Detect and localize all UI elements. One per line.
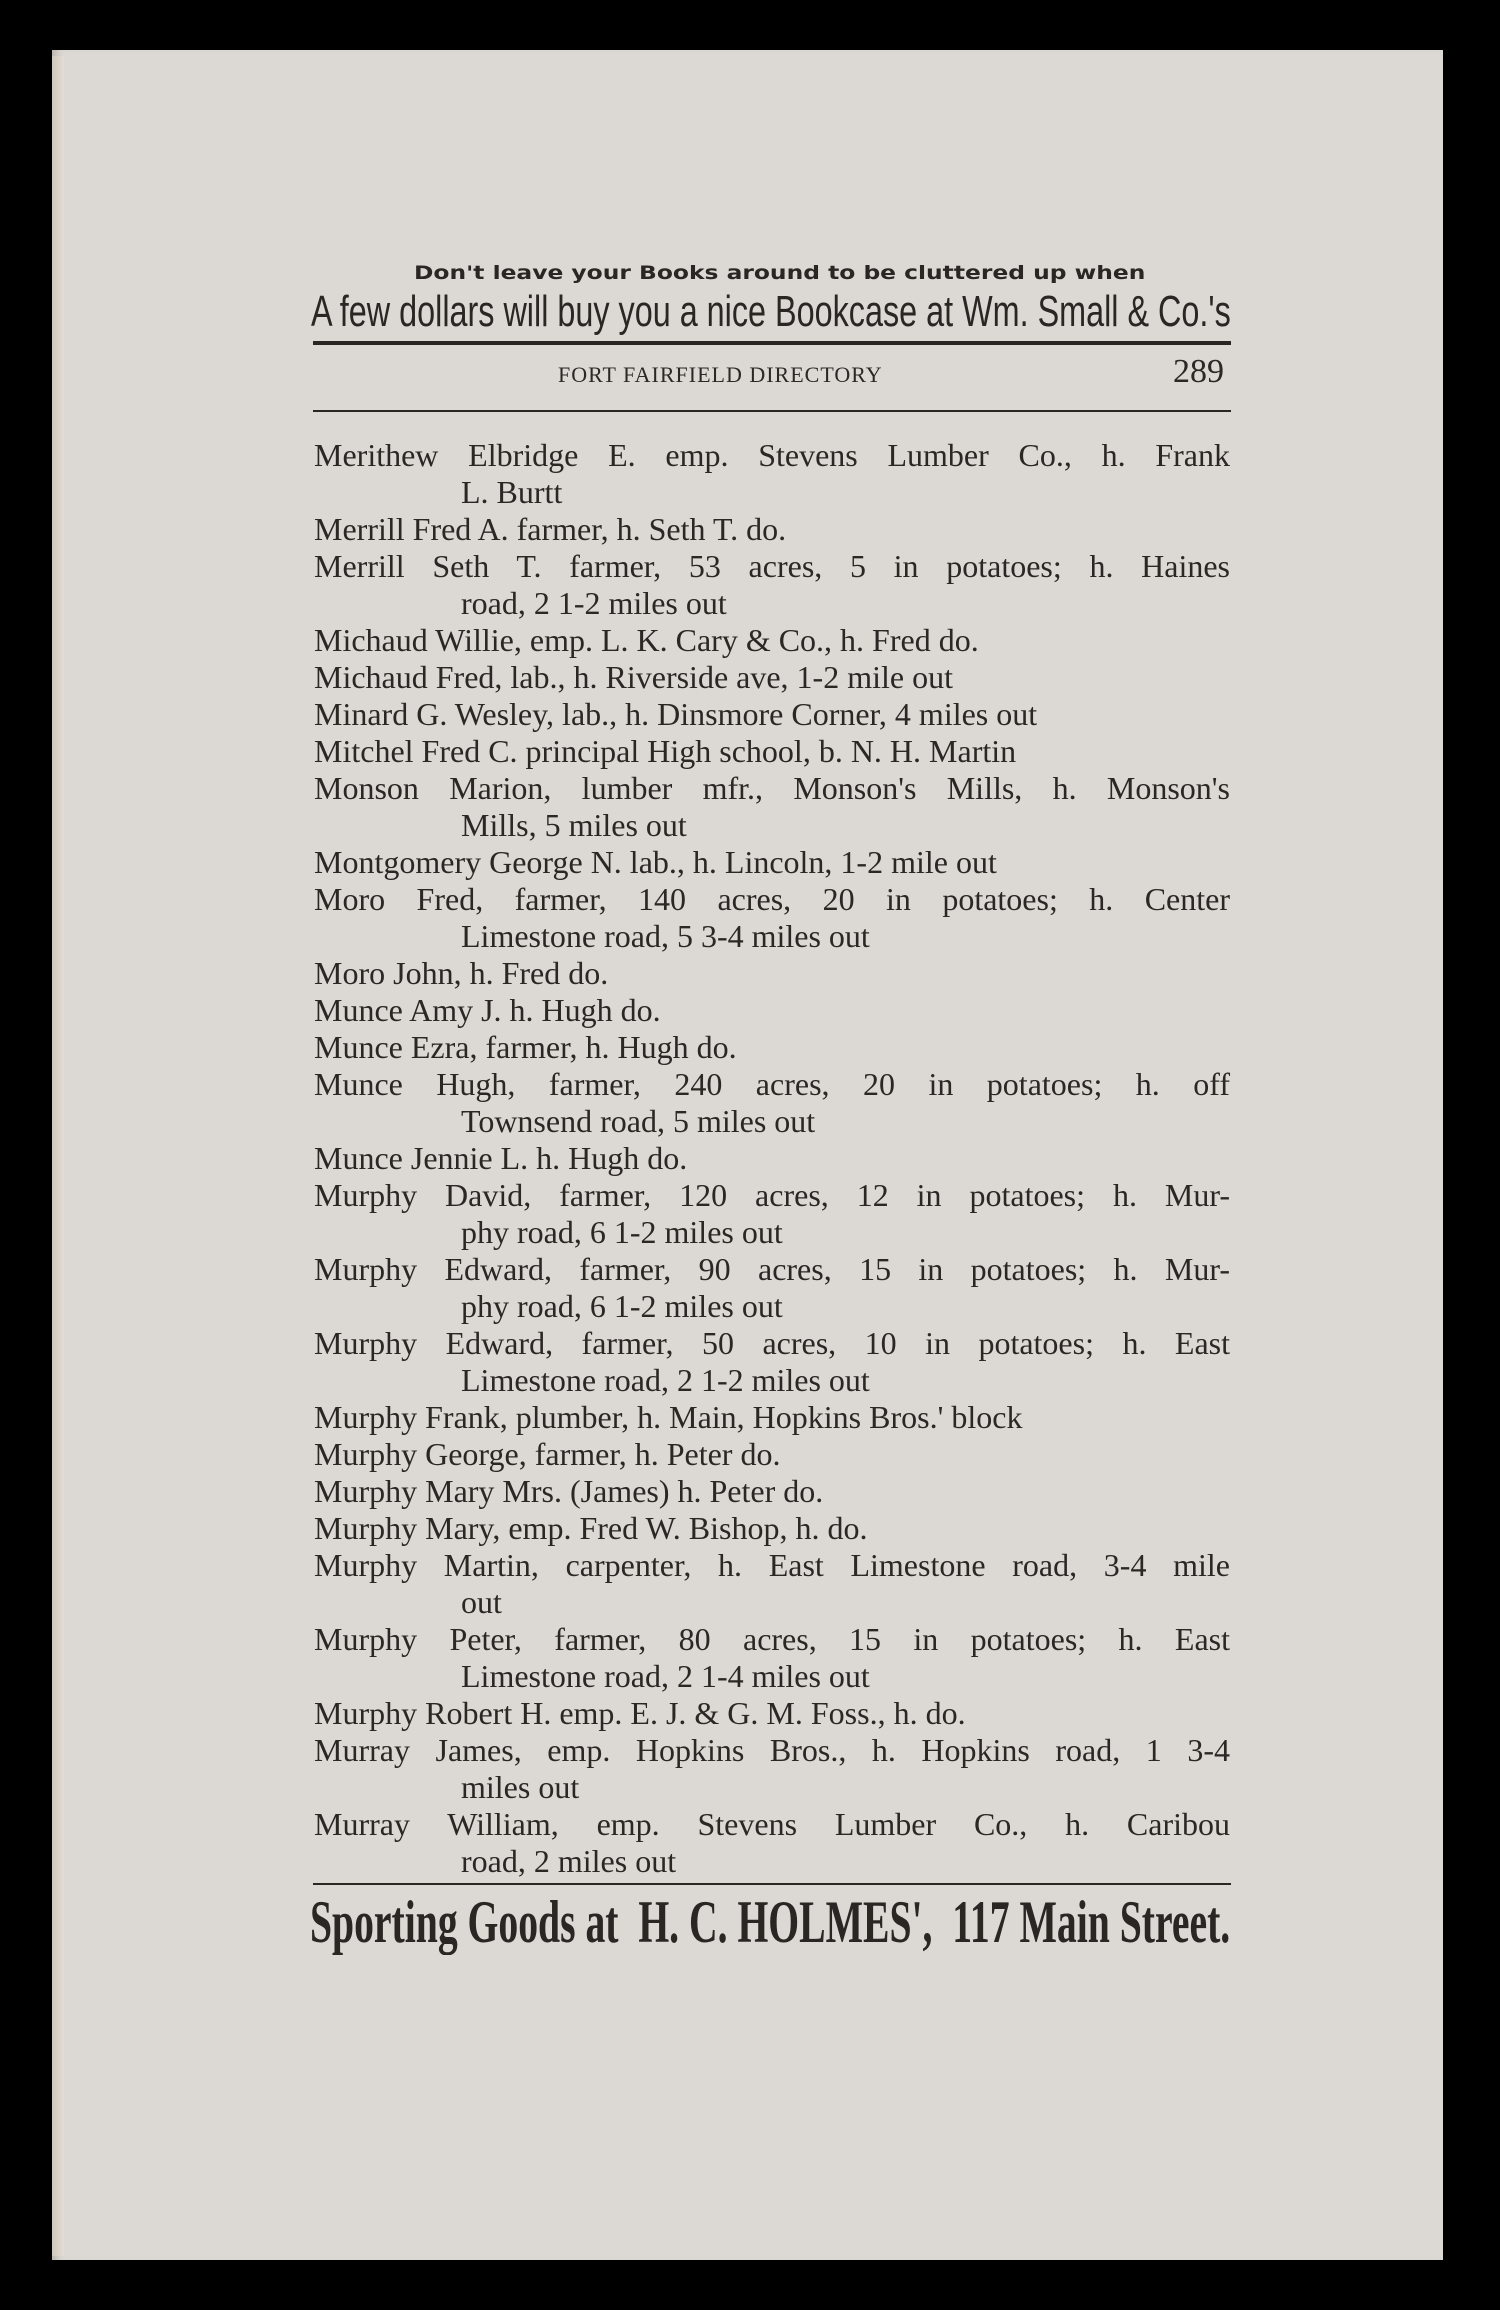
entry-continuation-line: road, 2 miles out bbox=[461, 1843, 677, 1879]
entry-line: Murphy George, farmer, h. Peter do. bbox=[314, 1436, 781, 1472]
directory-entry bbox=[314, 1029, 1230, 1066]
footer-rule bbox=[313, 1883, 1231, 1885]
entry-continuation-line: Townsend road, 5 miles out bbox=[461, 1103, 816, 1139]
directory-entry bbox=[314, 1066, 1230, 1140]
entry-line: Murphy Edward, farmer, 90 acres, 15 in potatoes; h. Mur- bbox=[314, 1251, 1230, 1287]
directory-entry bbox=[314, 1436, 1230, 1473]
entry-line: Munce Hugh, farmer, 240 acres, 20 in potatoes; h. off bbox=[314, 1066, 1230, 1102]
header-rule-bottom bbox=[313, 410, 1231, 412]
directory-entry bbox=[314, 1140, 1230, 1177]
entry-line: Munce Jennie L. h. Hugh do. bbox=[314, 1140, 688, 1176]
entry-line: Michaud Fred, lab., h. Riverside ave, 1-2 mile out bbox=[314, 659, 953, 695]
directory-entry bbox=[314, 622, 1230, 659]
footer-ad: Sporting Goods at H. C. HOLMES', 117 Main Street. bbox=[310, 1889, 1231, 1955]
entry-line: Murphy Martin, carpenter, h. East Limestone road, 3-4 mile bbox=[314, 1547, 1230, 1583]
entry-continuation-line: out bbox=[461, 1584, 502, 1620]
directory-entry bbox=[314, 1177, 1230, 1251]
directory-entry bbox=[314, 1325, 1230, 1399]
entry-continuation-line: road, 2 1-2 miles out bbox=[461, 585, 727, 621]
entry-line: Merithew Elbridge E. emp. Stevens Lumber Co., h. Frank bbox=[314, 437, 1230, 473]
directory-entry bbox=[314, 1806, 1230, 1880]
entry-line: Moro Fred, farmer, 140 acres, 20 in potatoes; h. Center bbox=[314, 881, 1230, 917]
header-rule-top bbox=[313, 341, 1231, 345]
directory-entry bbox=[314, 659, 1230, 696]
entry-line: Murphy David, farmer, 120 acres, 12 in potatoes; h. Mur- bbox=[314, 1177, 1230, 1213]
entry-continuation-line: phy road, 6 1-2 miles out bbox=[461, 1214, 783, 1250]
directory-entries bbox=[314, 437, 1230, 1880]
directory-entry bbox=[314, 955, 1230, 992]
directory-entry bbox=[314, 1473, 1230, 1510]
entry-line: Murphy Mary Mrs. (James) h. Peter do. bbox=[314, 1473, 824, 1509]
page-binding-edge bbox=[52, 56, 64, 2256]
directory-entry bbox=[314, 1695, 1230, 1732]
entry-line: Mitchel Fred C. principal High school, b. N. H. Martin bbox=[314, 733, 1017, 769]
entry-line: Monson Marion, lumber mfr., Monson's Mills, h. Monson's bbox=[314, 770, 1230, 806]
directory-entry bbox=[314, 1621, 1230, 1695]
entry-line: Merrill Seth T. farmer, 53 acres, 5 in potatoes; h. Haines bbox=[314, 548, 1230, 584]
entry-continuation-line: Limestone road, 2 1-2 miles out bbox=[461, 1362, 870, 1398]
entry-continuation-line: Limestone road, 2 1-4 miles out bbox=[461, 1658, 870, 1694]
directory-entry bbox=[314, 1547, 1230, 1621]
directory-entry bbox=[314, 1399, 1230, 1436]
entry-line: Merrill Fred A. farmer, h. Seth T. do. bbox=[314, 511, 787, 547]
directory-entry bbox=[314, 844, 1230, 881]
entry-line: Montgomery George N. lab., h. Lincoln, 1-2 mile out bbox=[314, 844, 997, 880]
header-ad-line-2: A few dollars will buy you a nice Bookcase at Wm. Small & Co.'s bbox=[311, 287, 1231, 336]
entry-continuation-line: phy road, 6 1-2 miles out bbox=[461, 1288, 783, 1324]
entry-continuation-line: miles out bbox=[461, 1769, 580, 1805]
entry-line: Murphy Mary, emp. Fred W. Bishop, h. do. bbox=[314, 1510, 868, 1546]
entry-continuation-line: Limestone road, 5 3-4 miles out bbox=[461, 918, 870, 954]
directory-entry bbox=[314, 511, 1230, 548]
page-number: 289 bbox=[1173, 353, 1224, 390]
entry-line: Murphy Robert H. emp. E. J. & G. M. Foss., h. do. bbox=[314, 1695, 966, 1731]
entry-line: Murphy Edward, farmer, 50 acres, 10 in potatoes; h. East bbox=[314, 1325, 1230, 1361]
header-ad-line-1: Don't leave your Books around to be cluttered up when bbox=[414, 262, 1146, 284]
entry-line: Minard G. Wesley, lab., h. Dinsmore Corner, 4 miles out bbox=[314, 696, 1038, 732]
entry-line: Munce Ezra, farmer, h. Hugh do. bbox=[314, 1029, 737, 1065]
entry-continuation-line: Mills, 5 miles out bbox=[461, 807, 687, 843]
entry-line: Murray William, emp. Stevens Lumber Co., h. Caribou bbox=[314, 1806, 1230, 1842]
running-head-title: FORT FAIRFIELD DIRECTORY bbox=[558, 362, 883, 387]
directory-entry bbox=[314, 437, 1230, 511]
entry-continuation-line: L. Burtt bbox=[461, 474, 563, 510]
directory-entry bbox=[314, 770, 1230, 844]
entry-line: Murray James, emp. Hopkins Bros., h. Hopkins road, 1 3-4 bbox=[314, 1732, 1230, 1768]
entry-line: Munce Amy J. h. Hugh do. bbox=[314, 992, 661, 1028]
directory-entry bbox=[314, 992, 1230, 1029]
entry-line: Michaud Willie, emp. L. K. Cary & Co., h. Fred do. bbox=[314, 622, 979, 658]
directory-entry bbox=[314, 548, 1230, 622]
directory-entry bbox=[314, 733, 1230, 770]
entry-line: Murphy Peter, farmer, 80 acres, 15 in potatoes; h. East bbox=[314, 1621, 1230, 1657]
directory-entry bbox=[314, 1510, 1230, 1547]
directory-entry bbox=[314, 1251, 1230, 1325]
directory-entry bbox=[314, 1732, 1230, 1806]
entry-line: Moro John, h. Fred do. bbox=[314, 955, 609, 991]
directory-entry bbox=[314, 696, 1230, 733]
directory-entry bbox=[314, 881, 1230, 955]
entry-line: Murphy Frank, plumber, h. Main, Hopkins Bros.' block bbox=[314, 1399, 1023, 1435]
